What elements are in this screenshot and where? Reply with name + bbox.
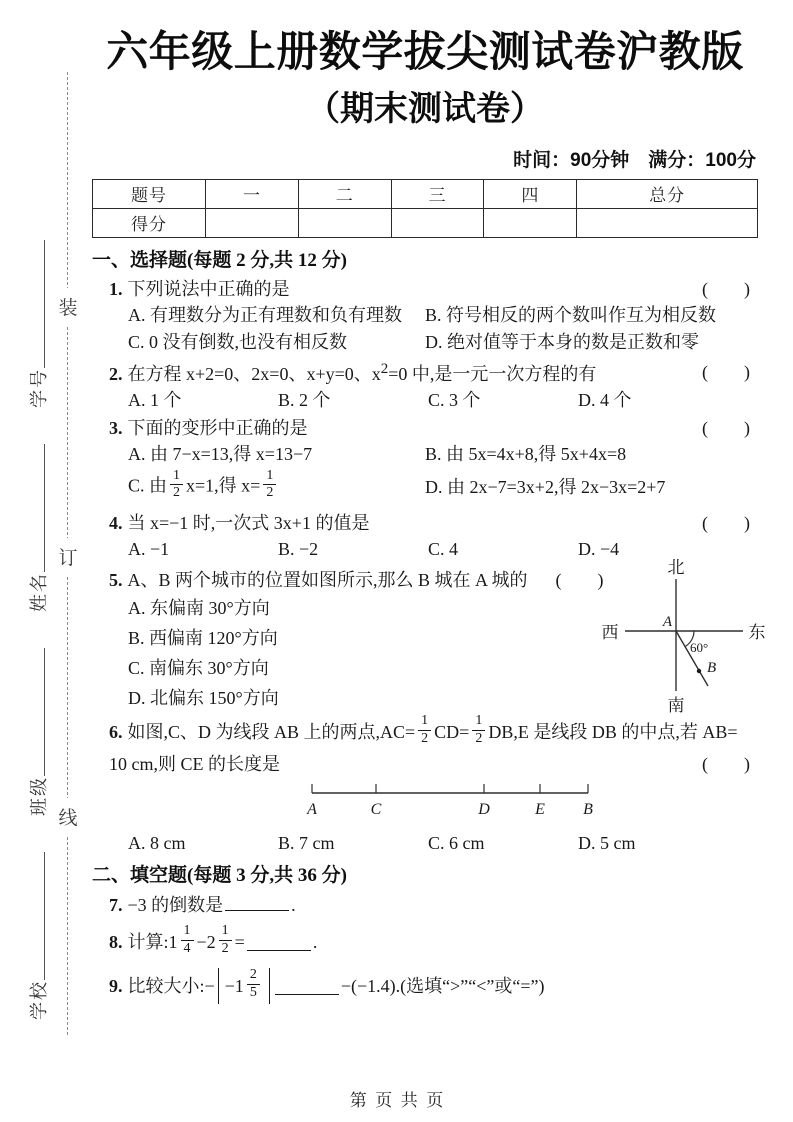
question-1-stem: [92, 276, 758, 302]
score-table-header-row: [93, 179, 758, 208]
label-angle-60: 60°: [690, 640, 709, 656]
answer-blank: [247, 933, 311, 951]
student-info-fields: [25, 240, 51, 1020]
question-5-text: A、B 两个城市的位置如图所示,那么 B 城在 A 城的: [127, 570, 528, 591]
question-5: [92, 559, 766, 716]
option-b: B. 2 个: [278, 389, 331, 410]
score-empty-cell: [206, 208, 299, 237]
option-d: D. −4: [578, 539, 620, 560]
option-d: D. 4 个: [578, 389, 632, 410]
option-c: C. 4: [428, 539, 459, 560]
section2-heading: 二、填空题(每题 3 分,共 36 分): [92, 864, 347, 886]
answer-parentheses: ( ): [702, 754, 750, 775]
seal-char-zhuang: 装: [57, 288, 79, 325]
question-6-number: 6.: [109, 722, 123, 743]
question-9-text-post: −(−1.4).(选填“>”“<”或“=”): [340, 976, 545, 997]
answer-blank: [225, 893, 289, 911]
question-3-options-row2: [92, 467, 758, 507]
field-school-blank: [27, 852, 45, 980]
score-header-cell: 四: [484, 179, 577, 208]
label-e: E: [535, 801, 545, 819]
fraction: $\frac{1}{4}$: [181, 924, 194, 956]
option-a: A. 东偏南 30°方向: [128, 598, 270, 619]
question-6: [92, 713, 758, 856]
question-4-number: 4.: [109, 512, 123, 533]
question-5-number: 5.: [109, 570, 123, 591]
field-class: [25, 648, 51, 816]
field-name-label: 姓名: [29, 572, 49, 612]
seal-char-xian: 线: [57, 798, 79, 835]
question-6-stem-line2: [92, 751, 758, 777]
question-8: 8. 计算:1 $\frac{1}{4}$ −2 $\frac{1}{2}$ = .: [109, 923, 318, 956]
question-2-text-a: 在方程 x+2=0、2x=0、x+y=0、x: [127, 363, 381, 384]
question-7-text: −3 的倒数是: [127, 895, 224, 916]
time-score-info: 时间：90分钟 满分：100分: [513, 149, 756, 171]
score-header-cell: 一: [206, 179, 299, 208]
answer-parentheses: ( ): [702, 512, 750, 533]
fraction: $\frac{1}{2}$: [418, 714, 431, 746]
question-4-stem: [92, 510, 758, 536]
fraction: $\frac{2}{5}$: [247, 968, 260, 1000]
question-3-stem: [92, 415, 758, 441]
question-3-options-row1: [92, 441, 758, 467]
test-paper: [92, 0, 766, 1006]
option-d: D. 由 2x−7=3x+2,得 2x−3x=2+7: [425, 476, 666, 497]
label-b: B: [583, 801, 593, 819]
question-7-number: 7.: [109, 895, 123, 916]
option-c: C. 0 没有倒数,也没有相反数: [128, 331, 348, 352]
option-c: C. 3 个: [428, 389, 481, 410]
question-2-stem: [92, 359, 758, 387]
answer-parentheses: ( ): [702, 361, 750, 382]
segment-diagram: [304, 779, 596, 821]
field-student-number: [25, 240, 51, 408]
field-class-blank: [27, 648, 45, 776]
answer-parentheses: ( ): [702, 417, 750, 438]
label-west: 西: [601, 623, 619, 643]
question-2-number: 2.: [109, 363, 123, 384]
exponent: 2: [380, 360, 389, 377]
field-student-number-label: 学号: [29, 368, 49, 408]
score-header-cell: 总分: [577, 179, 758, 208]
option-a: A. −1: [128, 539, 170, 560]
score-header-cell: 三: [391, 179, 484, 208]
question-8-text: 计算:1: [127, 932, 178, 953]
label-east: 东: [748, 623, 766, 643]
answer-blank: [275, 977, 339, 995]
question-3-number: 3.: [109, 417, 123, 438]
field-student-number-blank: [27, 240, 45, 368]
label-d: D: [478, 801, 490, 819]
score-label-cell: 得分: [93, 208, 206, 237]
option-d: D. 绝对值等于本身的数是正数和零: [425, 331, 699, 352]
field-name-blank: [27, 444, 45, 572]
point-b-dot: [697, 669, 701, 673]
option-b: B. 符号相反的两个数叫作互为相反数: [425, 305, 717, 326]
question-1-options-row2: [92, 329, 758, 355]
field-name: [25, 444, 51, 612]
question-1-number: 1.: [109, 279, 123, 300]
option-a: A. 有理数分为正有理数和负有理数: [128, 305, 402, 326]
score-header-cell: 二: [298, 179, 391, 208]
question-9: [92, 966, 758, 1006]
option-a: A. 1 个: [128, 389, 182, 410]
question-3-text: 下面的变形中正确的是: [127, 417, 308, 438]
question-7: 7. −3 的倒数是 .: [109, 895, 296, 916]
label-north: 北: [667, 559, 685, 578]
question-2-options: [92, 387, 758, 413]
question-4-text: 当 x=−1 时,一次式 3x+1 的值是: [127, 512, 370, 533]
label-point-b: B: [707, 660, 717, 677]
label-a: A: [307, 801, 317, 819]
answer-parentheses: ( ): [555, 570, 604, 591]
seal-char-ding: 订: [57, 538, 79, 575]
fraction: $\frac{1}{2}$: [170, 469, 183, 501]
question-4: [92, 510, 758, 562]
option-c: C. 6 cm: [428, 833, 485, 854]
fraction: $\frac{1}{2}$: [219, 924, 232, 956]
absolute-value: −1 $\frac{2}{5}$: [218, 968, 270, 1004]
option-b: B. 西偏南 120°方向: [128, 628, 278, 649]
score-table: [92, 179, 758, 238]
section1-heading: 一、选择题(每题 2 分,共 12 分): [92, 249, 347, 271]
option-d: D. 5 cm: [578, 833, 636, 854]
page-footer: 第 页 共 页: [349, 1091, 444, 1110]
field-school: [25, 852, 51, 1020]
score-empty-cell: [577, 208, 758, 237]
compass-diagram: [597, 559, 789, 717]
score-table-score-row: [93, 208, 758, 237]
option-c: C. 南偏东 30°方向: [128, 658, 269, 679]
option-b: B. −2: [278, 539, 319, 560]
field-school-label: 学校: [29, 980, 49, 1020]
question-1: [92, 276, 758, 354]
question-6-text-line2: 10 cm,则 CE 的长度是: [109, 754, 280, 775]
score-empty-cell: [484, 208, 577, 237]
label-point-a: A: [662, 614, 672, 631]
question-8-number: 8.: [109, 932, 123, 953]
label-south: 南: [667, 696, 685, 716]
page-subtitle: （期末测试卷）: [306, 89, 544, 128]
option-b: B. 由 5x=4x+8,得 5x+4x=8: [425, 443, 627, 464]
score-empty-cell: [391, 208, 484, 237]
option-c: C. 由 $\frac{1}{2}$ x=1,得 x= $\frac{1}{2}$: [128, 471, 425, 503]
answer-parentheses: ( ): [702, 279, 750, 300]
question-2: [92, 359, 758, 413]
score-header-cell: 题号: [93, 179, 206, 208]
page-title: 六年级上册数学拔尖测试卷沪教版: [106, 28, 744, 75]
question-1-text: 下列说法中正确的是: [127, 279, 290, 300]
score-empty-cell: [298, 208, 391, 237]
option-a: A. 8 cm: [128, 833, 186, 854]
question-6-options: [92, 830, 758, 856]
question-9-number: 9.: [109, 976, 123, 997]
label-c: C: [370, 801, 382, 819]
question-6-stem-line1: 6. 如图,C、D 为线段 AB 上的两点,AC= $\frac{1}{2}$ CD= $\frac{1}{2}$ DB,E 是线段 DB 的中点,若 AB=: [109, 713, 738, 746]
segment-diagram-wrap: [304, 779, 758, 828]
question-9-text: 比较大小:−: [127, 976, 215, 997]
option-a: A. 由 7−x=13,得 x=13−7: [128, 443, 313, 464]
field-class-label: 班级: [29, 776, 49, 816]
question-2-text-b: =0 中,是一元一次方程的有: [388, 363, 597, 384]
fraction: $\frac{1}{2}$: [472, 714, 485, 746]
option-d: D. 北偏东 150°方向: [128, 688, 279, 709]
fraction: $\frac{1}{2}$: [263, 469, 276, 501]
question-3: [92, 415, 758, 507]
question-1-options-row1: [92, 302, 758, 328]
option-b: B. 7 cm: [278, 833, 335, 854]
